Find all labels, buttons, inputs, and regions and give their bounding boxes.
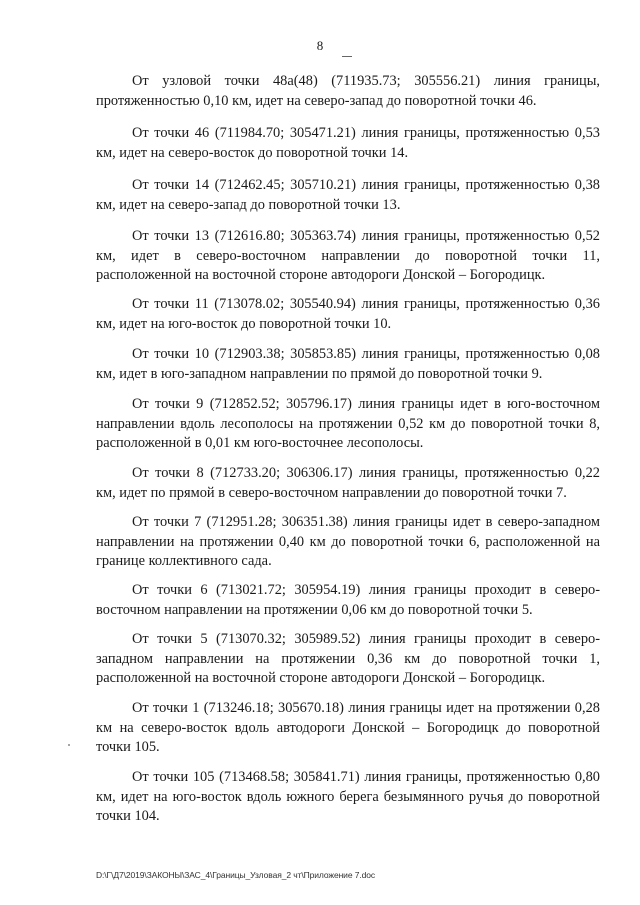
paragraph-7: От точки 9 (712852.52; 305796.17) линия границы идет в юго-восточном направлении вдоль лесополосы на протяжении 0,52 км до поворотной точки 8, расположенной в 0,01 км юго-восточнее лесополосы.: [96, 396, 600, 451]
footer-file-path: D:\Г\Д7\2019\ЗАКОНЫ\ЗАС_4\Границы_Узловая_2 чт\Приложение 7.doc: [96, 870, 376, 880]
scan-speck: [68, 744, 70, 746]
paragraph-11: От точки 5 (713070.32; 305989.52) линия границы проходит в северо-западном направлении на протяжении 0,36 км до поворотной точки 1, расположенной на восточной стороне автодороги Донской – Богородицк.: [96, 631, 600, 686]
scan-mark: [342, 56, 352, 57]
paragraph-5: От точки 11 (713078.02; 305540.94) линия границы, протяженностью 0,36 км, идет на юго-восток до поворотной точки 10.: [96, 296, 600, 332]
paragraph-6: От точки 10 (712903.38; 305853.85) линия границы, протяженностью 0,08 км, идет в юго-западном направлении по прямой до поворотной точки 9.: [96, 346, 600, 382]
paragraph-13: От точки 105 (713468.58; 305841.71) линия границы, протяженностью 0,80 км, идет на юго-восток вдоль южного берега безымянного ручья до поворотной точки 104.: [96, 769, 600, 824]
paragraph-4: От точки 13 (712616.80; 305363.74) линия границы, протяженностью 0,52 км, идет в северо-восточном направлении до поворотной точки 11, расположенной на восточной стороне автодороги Донской – Богородицк.: [96, 228, 600, 283]
paragraph-10: От точки 6 (713021.72; 305954.19) линия границы проходит в северо-восточном направлении на протяжении 0,06 км до поворотной точки 5.: [96, 582, 600, 618]
paragraph-1: От узловой точки 48а(48) (711935.73; 305556.21) линия границы, протяженностью 0,10 км, идет на северо-запад до поворотной точки 46.: [96, 73, 600, 109]
paragraph-2: От точки 46 (711984.70; 305471.21) линия границы, протяженностью 0,53 км, идет на северо-восток до поворотной точки 14.: [96, 125, 600, 161]
page-number: 8: [316, 38, 324, 53]
paragraph-3: От точки 14 (712462.45; 305710.21) линия границы, протяженностью 0,38 км, идет на северо-запад до поворотной точки 13.: [96, 177, 600, 213]
paragraph-8: От точки 8 (712733.20; 306306.17) линия границы, протяженностью 0,22 км, идет по прямой в северо-восточном направлении до поворотной точки 7.: [96, 465, 600, 501]
paragraph-9: От точки 7 (712951.28; 306351.38) линия границы идет в северо-западном направлении на протяжении 0,40 км до поворотной точки 6, расположенной на границе коллективного сада.: [96, 514, 600, 569]
paragraph-12: От точки 1 (713246.18; 305670.18) линия границы идет на протяжении 0,28 км на северо-восток вдоль автодороги Донской – Богородицк до поворотной точки 105.: [96, 700, 600, 755]
